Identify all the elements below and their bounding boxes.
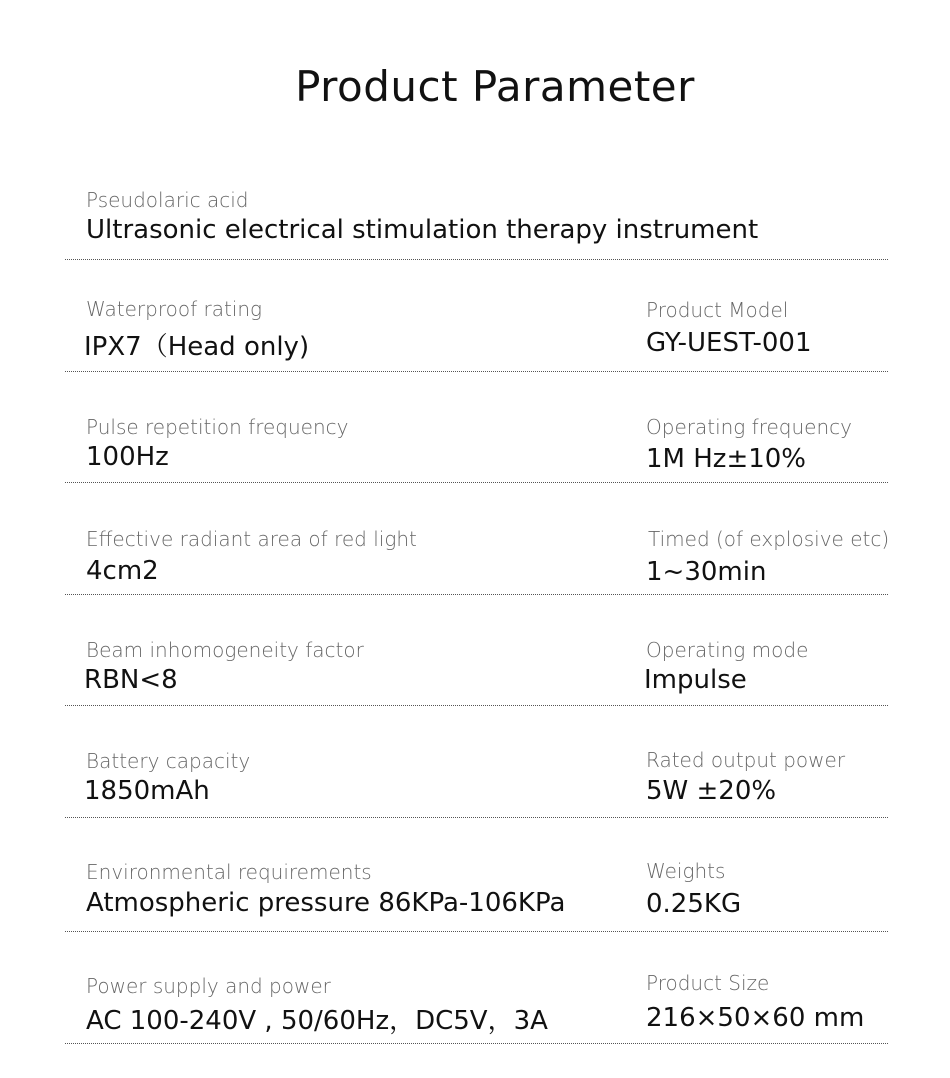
param-value-timed: 1~30min (646, 557, 767, 587)
param-value-weights: 0.25KG (646, 889, 742, 919)
row-divider (65, 482, 888, 483)
param-label-waterproof-rating: Waterproof rating (86, 297, 263, 321)
param-label-power-supply: Power supply and power (86, 974, 331, 998)
row-divider (65, 371, 888, 372)
param-label-pulse-repetition-frequency: Pulse repetition frequency (86, 415, 349, 439)
param-value-operating-mode: Impulse (644, 665, 747, 695)
param-value-effective-radiant-area: 4cm2 (86, 556, 159, 586)
param-value-pseudolaric-acid: Ultrasonic electrical stimulation therapy instrument (86, 215, 759, 245)
param-label-operating-mode: Operating mode (646, 638, 809, 662)
param-label-operating-frequency: Operating frequency (646, 415, 852, 439)
param-value-waterproof-rating: IPX7（Head only) (84, 332, 310, 362)
page-title: Product Parameter (295, 62, 695, 111)
param-label-battery-capacity: Battery capacity (86, 749, 251, 773)
param-value-rated-output-power: 5W ±20% (646, 776, 777, 806)
param-value-power-supply: AC 100-240V , 50/60Hz，DC5V，3A (86, 1006, 548, 1036)
param-label-pseudolaric-acid: Pseudolaric acid (86, 188, 249, 212)
row-divider (65, 259, 888, 260)
param-value-product-size: 216×50×60 mm (646, 1003, 865, 1033)
param-value-pulse-repetition-frequency: 100Hz (86, 442, 169, 472)
param-label-product-model: Product Model (646, 298, 789, 322)
param-value-battery-capacity: 1850mAh (84, 776, 210, 806)
param-label-timed: Timed (of explosive etc) (648, 527, 890, 551)
param-value-beam-inhomogeneity-factor: RBN<8 (84, 665, 178, 695)
param-label-rated-output-power: Rated output power (646, 748, 846, 772)
row-divider (65, 817, 888, 818)
row-divider (65, 594, 888, 595)
row-divider (65, 931, 888, 932)
param-label-effective-radiant-area: Effective radiant area of red light (86, 527, 417, 551)
param-label-product-size: Product Size (646, 971, 770, 995)
row-divider (65, 1043, 888, 1044)
param-label-environmental-requirements: Environmental requirements (86, 860, 372, 884)
row-divider (65, 705, 888, 706)
param-label-beam-inhomogeneity-factor: Beam inhomogeneity factor (86, 638, 364, 662)
param-label-weights: Weights (646, 859, 726, 883)
param-value-product-model: GY-UEST-001 (646, 328, 812, 358)
param-value-environmental-requirements: Atmospheric pressure 86KPa-106KPa (86, 888, 566, 918)
param-value-operating-frequency: 1M Hz±10% (646, 444, 807, 474)
